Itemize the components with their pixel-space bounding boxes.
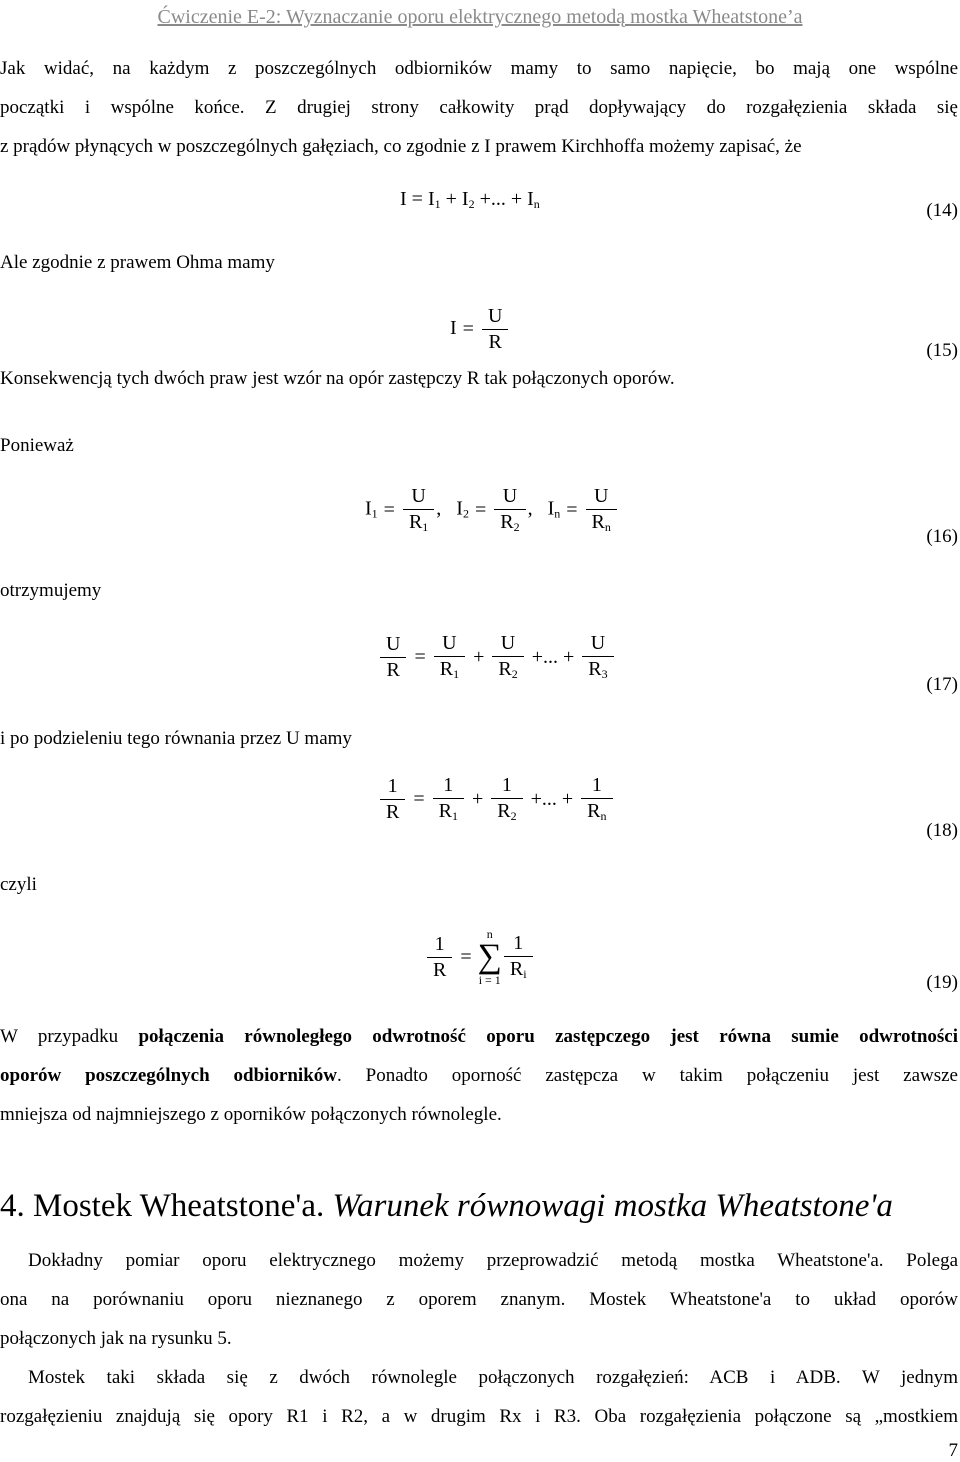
paragraph-line: połączonych jak na rysunku 5.	[0, 1328, 232, 1349]
text-span: W przypadku	[0, 1026, 119, 1047]
paragraph-line: Ponieważ	[0, 435, 74, 456]
equation-number: (18)	[926, 820, 958, 841]
paragraph-line: Mostek taki składa się z dwóch równolegle połączonych rozgałęzień: ACB i ADB. W jednym	[28, 1367, 958, 1388]
equation-number: (19)	[926, 972, 958, 993]
equation-15: I = $\frac{U}{R}$	[450, 305, 510, 354]
bold-text: oporów poszczególnych odbiorników	[0, 1065, 337, 1086]
paragraph-line: Ale zgodnie z prawem Ohma mamy	[0, 252, 275, 273]
bold-text: połączenia równoległego odwrotność oporu zastępczego jest równa sumie odwrotności	[138, 1026, 958, 1047]
paragraph-line	[0, 1065, 958, 1087]
section-heading	[0, 1188, 893, 1225]
paragraph-line: Dokładny pomiar oporu elektrycznego możemy przeprowadzić metodą mostka Wheatstone'a. Polega	[28, 1250, 958, 1271]
equation-number: (14)	[926, 200, 958, 221]
paragraph-line: otrzymujemy	[0, 580, 102, 601]
page-number: 7	[948, 1440, 958, 1461]
paragraph-line	[0, 1026, 958, 1048]
heading-italic: Warunek równowagi mostka Wheatstone'a	[332, 1188, 893, 1224]
paragraph-line: ona na porównaniu oporu nieznanego z oporem znanym. Mostek Wheatstone'a to układ oporów	[0, 1289, 958, 1310]
equation-number: (16)	[926, 526, 958, 547]
equation-number: (17)	[926, 674, 958, 695]
paragraph-line: Jak widać, na każdym z poszczególnych odbiorników mamy to samo napięcie, bo mają one wspólne	[0, 58, 958, 79]
heading-plain: 4. Mostek Wheatstone'a.	[0, 1188, 325, 1224]
paragraph-line: z prądów płynących w poszczególnych gałęziach, co zgodnie z I prawem Kirchhoffa możemy zapisać, że	[0, 136, 802, 157]
equation-18: $\frac{1}{R}$ = $\frac{1}{R_1}$ + $\frac{1}{R_2}$ +... + $\frac{1}{R_n}$	[378, 774, 615, 824]
paragraph-line: i po podzieleniu tego równania przez U mamy	[0, 728, 352, 749]
equation-16: $I_1$ = $\frac{U}{R_1}$ , $I_2$ = $\frac{U}{R_2}$ , $I_n$ = $\frac{U}{R_n}$	[365, 485, 619, 535]
equation-14: $I = I_1 + I_2$ +... + $I_n$	[400, 188, 540, 211]
paragraph-line: Konsekwencją tych dwóch praw jest wzór na opór zastępczy R tak połączonych oporów.	[0, 368, 675, 389]
running-header: Ćwiczenie E-2: Wyznaczanie oporu elektrycznego metodą mostka Wheatstone’a	[157, 6, 803, 28]
paragraph-line: mniejsza od najmniejszego z oporników połączonych równolegle.	[0, 1104, 502, 1125]
equation-17: $\frac{U}{R}$ = $\frac{U}{R_1}$ + $\frac{U}{R_2}$ +... + $\frac{U}{R_3}$	[378, 632, 616, 682]
paragraph-line: początki i wspólne końce. Z drugiej strony całkowity prąd dopływający do rozgałęzienia składa się	[0, 97, 958, 118]
paragraph-line: rozgałęzieniu znajdują się opory R1 i R2, a w drugim Rx i R3. Oba rozgałęzienia połączone są „mostkiem	[0, 1406, 958, 1427]
equation-number: (15)	[926, 340, 958, 361]
text-span: . Ponadto oporność zastępcza w takim połączeniu jest zawsze	[337, 1065, 958, 1086]
paragraph-line: czyli	[0, 874, 37, 895]
equation-19: $\frac{1}{R}$ = n ∑ i = 1 $\frac{1}{R_i}$	[425, 928, 535, 986]
